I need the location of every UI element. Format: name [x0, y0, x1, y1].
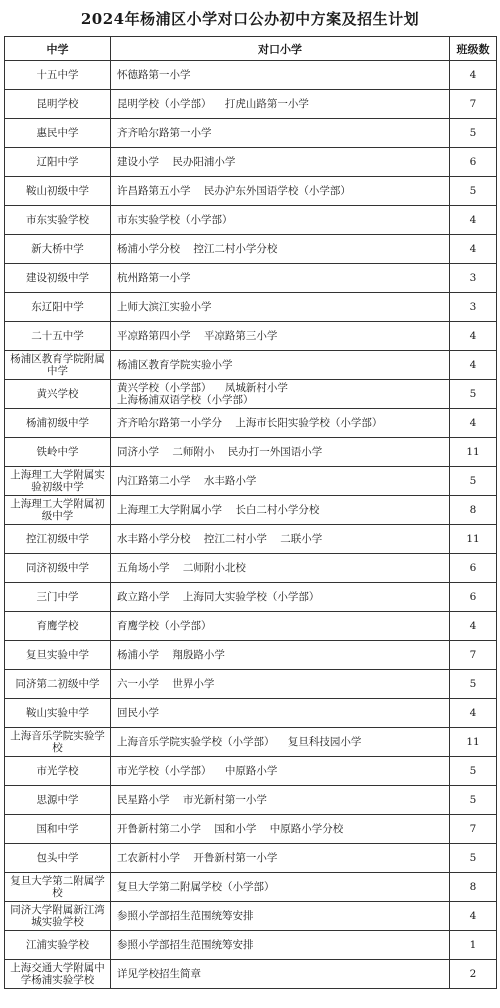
table-row [5, 728, 497, 757]
table-row [5, 438, 497, 467]
table-row [5, 235, 497, 264]
table-row [5, 815, 497, 844]
class-count-cell: 6 [450, 554, 497, 583]
middle-school-cell: 杨浦区教育学院附属中学 [5, 351, 111, 380]
class-count-cell: 1 [450, 931, 497, 960]
middle-school-cell: 三门中学 [5, 583, 111, 612]
table-row [5, 119, 497, 148]
middle-school-cell: 辽阳中学 [5, 148, 111, 177]
class-count-cell: 5 [450, 467, 497, 496]
middle-school-cell: 市东实验学校 [5, 206, 111, 235]
primary-schools-cell: 政立路小学 上海同大实验学校（小学部） [111, 583, 450, 612]
class-count-cell: 7 [450, 641, 497, 670]
middle-school-cell: 新大桥中学 [5, 235, 111, 264]
class-count-cell: 4 [450, 61, 497, 90]
table-row [5, 670, 497, 699]
class-count-cell: 7 [450, 815, 497, 844]
class-count-cell: 11 [450, 525, 497, 554]
table-row [5, 525, 497, 554]
header-school: 中学 [5, 37, 111, 61]
table-row [5, 699, 497, 728]
primary-schools-cell: 市光学校（小学部） 中原路小学 [111, 757, 450, 786]
primary-schools-cell: 上师大滨江实验小学 [111, 293, 450, 322]
table-row [5, 90, 497, 119]
table-row [5, 351, 497, 380]
table-row [5, 960, 497, 989]
class-count-cell: 4 [450, 902, 497, 931]
table-row [5, 61, 497, 90]
class-count-cell: 11 [450, 438, 497, 467]
primary-schools-cell: 五角场小学 二师附小北校 [111, 554, 450, 583]
class-count-cell: 5 [450, 757, 497, 786]
primary-schools-cell: 水丰路小学分校 控江二村小学 二联小学 [111, 525, 450, 554]
primary-schools-cell: 平凉路第四小学 平凉路第三小学 [111, 322, 450, 351]
table-row [5, 264, 497, 293]
primary-schools-cell: 杨浦小学 翔殷路小学 [111, 641, 450, 670]
class-count-cell: 3 [450, 264, 497, 293]
primary-schools-cell: 许昌路第五小学 民办沪东外国语学校（小学部） [111, 177, 450, 206]
class-count-cell: 5 [450, 786, 497, 815]
primary-schools-cell: 齐齐哈尔路第一小学 [111, 119, 450, 148]
table-header-row [5, 37, 497, 61]
table-row [5, 554, 497, 583]
class-count-cell: 8 [450, 873, 497, 902]
page-title: 2024年杨浦区小学对口公办初中方案及招生计划 [80, 10, 420, 28]
middle-school-cell: 东辽阳中学 [5, 293, 111, 322]
class-count-cell: 7 [450, 90, 497, 119]
middle-school-cell: 复旦实验中学 [5, 641, 111, 670]
table-row [5, 177, 497, 206]
middle-school-cell: 十五中学 [5, 61, 111, 90]
primary-schools-cell: 参照小学部招生范围统筹安排 [111, 902, 450, 931]
middle-school-cell: 铁岭中学 [5, 438, 111, 467]
primary-schools-cell: 工农新村小学 开鲁新村第一小学 [111, 844, 450, 873]
primary-schools-cell: 复旦大学第二附属学校（小学部） [111, 873, 450, 902]
middle-school-cell: 建设初级中学 [5, 264, 111, 293]
class-count-cell: 5 [450, 380, 497, 409]
primary-schools-cell: 怀德路第一小学 [111, 61, 450, 90]
class-count-cell: 5 [450, 177, 497, 206]
middle-school-cell: 市光学校 [5, 757, 111, 786]
class-count-cell: 4 [450, 409, 497, 438]
primary-schools-cell: 同济小学 二师附小 民办打一外国语小学 [111, 438, 450, 467]
primary-schools-cell: 回民小学 [111, 699, 450, 728]
table-body [5, 61, 497, 989]
primary-schools-cell: 开鲁新村第二小学 国和小学 中原路小学分校 [111, 815, 450, 844]
class-count-cell: 4 [450, 612, 497, 641]
class-count-cell: 5 [450, 670, 497, 699]
table-row [5, 583, 497, 612]
middle-school-cell: 二十五中学 [5, 322, 111, 351]
primary-schools-cell: 杨浦小学分校 控江二村小学分校 [111, 235, 450, 264]
primary-schools-cell: 育鹰学校（小学部） [111, 612, 450, 641]
header-classes: 班级数 [450, 37, 497, 61]
middle-school-cell: 上海理工大学附属初级中学 [5, 496, 111, 525]
middle-school-cell: 思源中学 [5, 786, 111, 815]
primary-schools-cell: 昆明学校（小学部） 打虎山路第一小学 [111, 90, 450, 119]
middle-school-cell: 江浦实验学校 [5, 931, 111, 960]
primary-schools-cell: 齐齐哈尔路第一小学分 上海市长阳实验学校（小学部） [111, 409, 450, 438]
class-count-cell: 5 [450, 844, 497, 873]
table-row [5, 757, 497, 786]
table-row [5, 786, 497, 815]
table-row [5, 873, 497, 902]
middle-school-cell: 同济初级中学 [5, 554, 111, 583]
middle-school-cell: 黄兴学校 [5, 380, 111, 409]
class-count-cell: 3 [450, 293, 497, 322]
class-count-cell: 4 [450, 322, 497, 351]
table-row [5, 148, 497, 177]
middle-school-cell: 上海交通大学附属中学杨浦实验学校 [5, 960, 111, 989]
class-count-cell: 4 [450, 206, 497, 235]
enrollment-table [4, 36, 497, 989]
class-count-cell: 11 [450, 728, 497, 757]
table-row [5, 380, 497, 409]
table-row [5, 496, 497, 525]
middle-school-cell: 鞍山初级中学 [5, 177, 111, 206]
primary-schools-cell: 上海音乐学院实验学校（小学部） 复旦科技园小学 [111, 728, 450, 757]
class-count-cell: 4 [450, 235, 497, 264]
table-row [5, 902, 497, 931]
table-row [5, 612, 497, 641]
middle-school-cell: 包头中学 [5, 844, 111, 873]
primary-schools-cell: 黄兴学校（小学部） 凤城新村小学 上海杨浦双语学校（小学部） [111, 380, 450, 409]
middle-school-cell: 控江初级中学 [5, 525, 111, 554]
primary-schools-cell: 建设小学 民办阳浦小学 [111, 148, 450, 177]
class-count-cell: 6 [450, 148, 497, 177]
class-count-cell: 4 [450, 699, 497, 728]
primary-schools-cell: 杨浦区教育学院实验小学 [111, 351, 450, 380]
class-count-cell: 6 [450, 583, 497, 612]
primary-schools-cell: 参照小学部招生范围统筹安排 [111, 931, 450, 960]
table-row [5, 322, 497, 351]
primary-schools-cell: 内江路第二小学 水丰路小学 [111, 467, 450, 496]
primary-schools-cell: 市东实验学校（小学部） [111, 206, 450, 235]
middle-school-cell: 育鹰学校 [5, 612, 111, 641]
header-primary: 对口小学 [111, 37, 450, 61]
middle-school-cell: 同济第二初级中学 [5, 670, 111, 699]
middle-school-cell: 同济大学附属新江湾城实验学校 [5, 902, 111, 931]
class-count-cell: 8 [450, 496, 497, 525]
primary-schools-cell: 上海理工大学附属小学 长白二村小学分校 [111, 496, 450, 525]
middle-school-cell: 鞍山实验中学 [5, 699, 111, 728]
primary-schools-cell: 民星路小学 市光新村第一小学 [111, 786, 450, 815]
middle-school-cell: 杨浦初级中学 [5, 409, 111, 438]
table-row [5, 467, 497, 496]
middle-school-cell: 惠民中学 [5, 119, 111, 148]
table-row [5, 844, 497, 873]
table-row [5, 931, 497, 960]
table-row [5, 206, 497, 235]
table-row [5, 293, 497, 322]
primary-schools-cell: 详见学校招生简章 [111, 960, 450, 989]
middle-school-cell: 国和中学 [5, 815, 111, 844]
class-count-cell: 4 [450, 351, 497, 380]
primary-schools-cell: 六一小学 世界小学 [111, 670, 450, 699]
primary-schools-cell: 杭州路第一小学 [111, 264, 450, 293]
class-count-cell: 2 [450, 960, 497, 989]
class-count-cell: 5 [450, 119, 497, 148]
middle-school-cell: 上海理工大学附属实验初级中学 [5, 467, 111, 496]
middle-school-cell: 昆明学校 [5, 90, 111, 119]
middle-school-cell: 复旦大学第二附属学校 [5, 873, 111, 902]
middle-school-cell: 上海音乐学院实验学校 [5, 728, 111, 757]
table-row [5, 641, 497, 670]
table-row [5, 409, 497, 438]
